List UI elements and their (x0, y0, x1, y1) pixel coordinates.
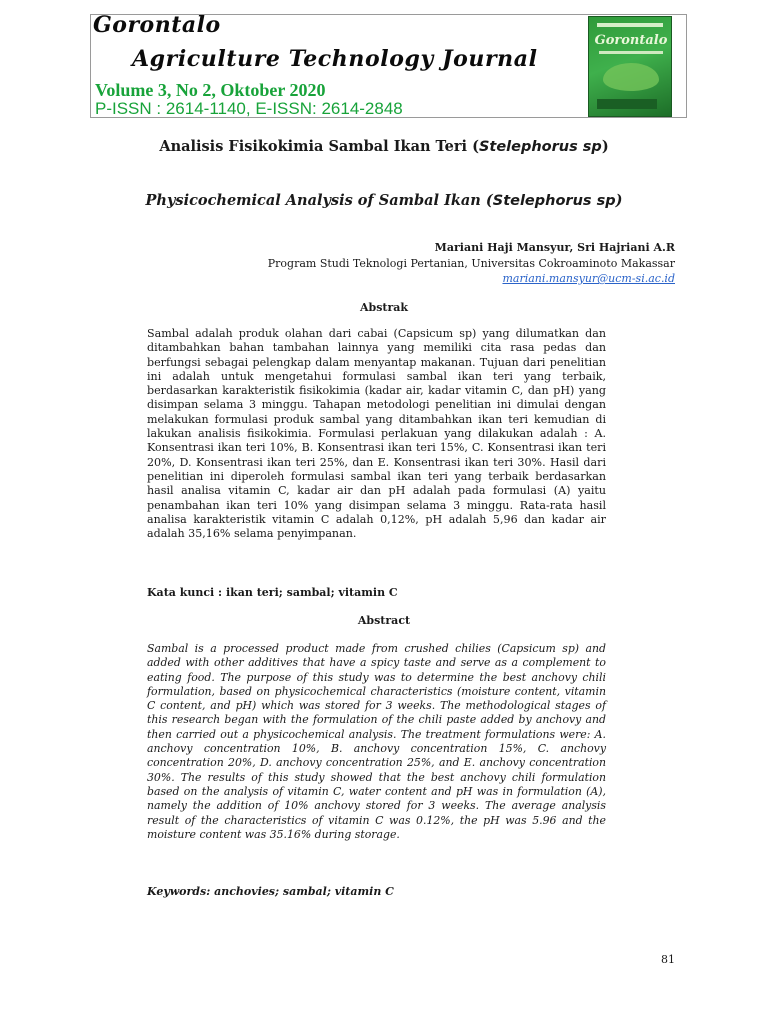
article-authors: Mariani Haji Mansyur, Sri Hajriani A.R (434, 241, 675, 254)
cover-bottom-band (597, 99, 657, 109)
page-number: 81 (661, 953, 675, 966)
article-title-english: Physicochemical Analysis of Sambal Ikan (Stelephorus sp) (145, 192, 623, 209)
journal-volume: Volume 3, No 2, Oktober 2020 (95, 80, 326, 100)
abstrak-heading: Abstrak (359, 301, 409, 314)
article-title-indonesian: Analisis Fisikokimia Sambal Ikan Teri (Stelephorus sp) (159, 138, 609, 155)
abstract-heading: Abstract (357, 614, 411, 627)
title-id-species: Stelephorus sp (478, 139, 602, 155)
abstrak-text: Sambal adalah produk olahan dari cabai (Capsicum sp) yang dilumatkan dan ditambahkan bahan tambahan lainnya yang memiliki cita rasa pedas dan berfungsi sebagai pelengkap dalam menyantap makanan. Tujuan dari penelitian ini adalah untuk mengetahui formulasi sambal ikan teri yang terbaik, berdasarkan karakteristik fisikokimia (kadar air, kadar vitamin C, dan pH) yang disimpan selama 3 minggu. Tahapan metodologi penelitian ini dimulai dengan melakukan formulasi produk sambal yang ditambahkan ikan teri kemudian di lakukan analisis fisikokimia. Formulasi perlakuan yang dilakukan adalah : A. Konsentrasi ikan teri 10%, B. Konsentrasi ikan teri 15%, C. Konsentrasi ikan teri 20%, D. Konsentrasi ikan teri 25%, dan E. Konsentrasi ikan teri 30%. Hasil dari penelitian ini diperoleh formulasi sambal ikan teri yang terbaik berdasarkan hasil analisa vitamin C, kadar air dan pH adalah pada formulasi (A) yaitu penambahan ikan teri 10% yang disimpan selama 3 minggu. Rata-rata hasil analisa karakteristik vitamin C adalah 0,12%, pH adalah 5,96 dan kadar air adalah 35,16% selama penyimpanan. (147, 327, 606, 541)
abstract-text: Sambal is a processed product made from crushed chilies (Capsicum sp) and added with other additives that have a spicy taste and serve as a complement to eating food. The purpose of this study was to determine the best anchovy chili formulation, based on physicochemical characteristics (moisture content, vitamin C content, and pH) which was stored for 3 weeks. The methodological stages of this research began with the formulation of the chili paste added by anchovy and then carried out a physicochemical analysis. The treatment formulations were: A. anchovy concentration 10%, B. anchovy concentration 15%, C. anchovy concentration 20%, D. anchovy concentration 25%, and E. anchovy concentration 30%. The results of this study showed that the best anchovy chili formulation based on the analysis of vitamin C, water content and pH was in formulation (A), namely the addition of 10% anchovy stored for 3 weeks. The average analysis result of the characteristics of vitamin C was 0.12%, the pH was 5.96 and the moisture content was 35.16% during storage. (147, 642, 606, 841)
cover-leaf-graphic (603, 63, 659, 91)
author-email-link[interactable]: mariani.mansyur@ucm-si.ac.id (502, 272, 675, 285)
abstrak-keywords: Kata kunci : ikan teri; sambal; vitamin C (147, 586, 398, 599)
author-affiliation: Program Studi Teknologi Pertanian, Universitas Cokroaminoto Makassar (267, 257, 675, 270)
journal-brand: Gorontalo (93, 12, 221, 38)
title-en-species: Stelephorus sp (492, 193, 616, 209)
cover-brand-text: Gorontalo (594, 33, 668, 48)
journal-cover-image (588, 16, 672, 117)
abstract-keywords: Keywords: anchovies; sambal; vitamin C (147, 885, 394, 898)
journal-title: Agriculture Technology Journal (132, 46, 538, 72)
journal-issn: P-ISSN : 2614-1140, E-ISSN: 2614-2848 (95, 99, 403, 118)
cover-subtitle-band (599, 51, 663, 54)
cover-top-band (597, 23, 663, 27)
